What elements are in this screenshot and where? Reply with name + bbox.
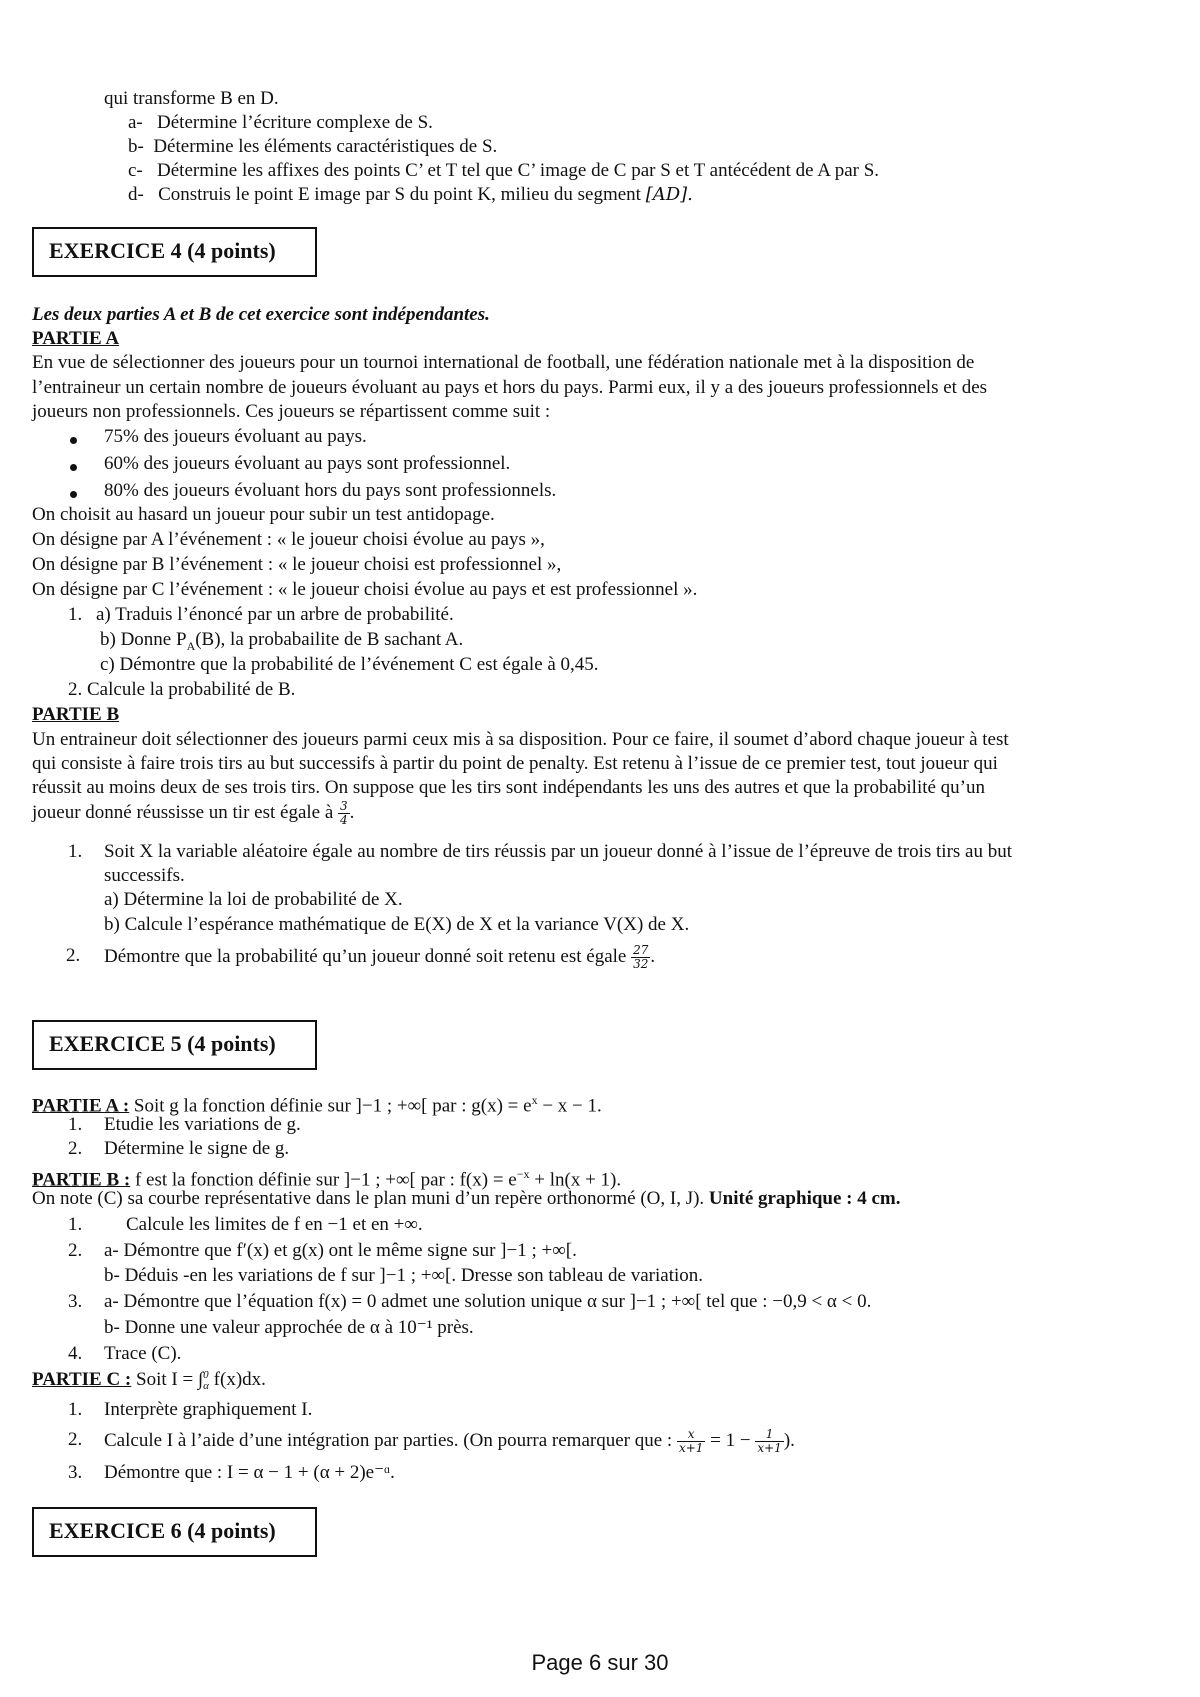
ex5-partB-item-1: Calcule les limites de f en −1 et en +∞.: [126, 1214, 423, 1235]
ex4-bullet-3: 80% des joueurs évoluant hors du pays sont professionnels.: [104, 480, 557, 501]
ex5-partB-item-2: a- Démontre que f′(x) et g(x) ont le même signe sur ]−1 ; +∞[.: [104, 1240, 577, 1261]
ex5-partC-item-2: Calcule I à l’aide d’une intégration par parties. (On pourra remarquer que : $\frac{x}{x+1}$ = 1 − $\frac{1}{x+1}$ ).: [104, 1427, 795, 1455]
ex4-bullet-1: 75% des joueurs évoluant au pays.: [104, 426, 367, 447]
ex4-q1c: c) Démontre que la probabilité de l’événement C est égale à 0,45.: [100, 654, 599, 675]
ex4-partB-line-4: joueur donné réussisse un tir est égale à $\frac{3}{4}$ .: [32, 799, 355, 827]
exercise-4-title: EXERCICE 4 (4 points): [32, 227, 317, 277]
ex5-partB-note: On note (C) sa courbe représentative dans le plan muni d’un repère orthonormé (O, I, J). Unité graphique : 4 cm.: [32, 1188, 901, 1209]
ex4-partB-q1b: b) Calcule l’espérance mathématique de E(X) de X et la variance V(X) de X.: [104, 914, 690, 935]
ex4-line-1: On choisit au hasard un joueur pour subir un test antidopage.: [32, 504, 495, 525]
ex4-intro: Les deux parties A et B de cet exercice sont indépendantes.: [32, 304, 490, 325]
ex5-partB-item-2b: b- Déduis -en les variations de f sur ]−1 ; +∞[. Dresse son tableau de variation.: [104, 1265, 704, 1286]
ex4-q1b: b) Donne $P_A(B)$, la probabailite de B sachant A.: [100, 629, 464, 653]
ex5-partA-item-2: Détermine le signe de g.: [104, 1138, 290, 1159]
ex4-partA-line-1: En vue de sélectionner des joueurs pour un tournoi international de football, une fédération nationale met à la disposition de: [32, 352, 975, 373]
ex4-partB-q1-l1: Soit X la variable aléatoire égale au nombre de tirs réussis par un joueur donné à l’issue de l’épreuve de trois tirs au but: [104, 841, 1013, 862]
ex4-partA-line-2: l’entraineur un certain nombre de joueurs évoluant au pays et hors du pays. Parmi eux, il y a des joueurs professionnels et des: [32, 377, 988, 398]
ex5-partC-item-3-num: 3.: [68, 1462, 83, 1483]
ex4-partB-q1a: a) Détermine la loi de probabilité de X.: [104, 889, 403, 910]
bullet-icon: [70, 491, 77, 498]
ex5-partB-statement: PARTIE B : f est la fonction définie sur ]−1 ; +∞[ par : $f(x) = e^{-x} + \ln(x + 1)$.: [32, 1167, 622, 1191]
ex5-partB-item-3-num: 3.: [68, 1291, 83, 1312]
ex5-partC-item-2-num: 2.: [68, 1429, 83, 1450]
ex4-q1-num: 1.: [68, 604, 83, 625]
ex5-partA-item-2-num: 2.: [68, 1138, 83, 1159]
ex4-partB-line-1: Un entraineur doit sélectionner des joueurs parmi ceux mis à sa disposition. Pour ce faire, il soumet d’abord chaque joueur à test: [32, 729, 1009, 750]
ex5-partA-item-1-num: 1.: [68, 1114, 83, 1135]
ex4-partB-q1-num: 1.: [68, 841, 83, 862]
ex5-partB-item-1-num: 1.: [68, 1214, 83, 1235]
exercise-6-title: EXERCICE 6 (4 points): [32, 1507, 317, 1557]
ex5-partA-item-1: Etudie les variations de g.: [104, 1114, 301, 1135]
ex5-partB-item-4-num: 4.: [68, 1343, 83, 1364]
exercise-5-title: EXERCICE 5 (4 points): [32, 1020, 317, 1070]
ex4-partB-q2-num: 2.: [66, 945, 81, 966]
ex4-partA-line-3: joueurs non professionnels. Ces joueurs se répartissent comme suit :: [32, 401, 551, 422]
ex5-partB-item-2-num: 2.: [68, 1240, 83, 1261]
fraction-x-over-x-plus-1: $\frac{x}{x+1}$: [678, 1427, 704, 1455]
top-intro: qui transforme B en D.: [104, 88, 279, 109]
ex4-partB-line-2: qui consiste à faire trois tirs au but successifs à partir du point de penalty. Est retenu à l’issue de ce premier test, tout joueur qui: [32, 753, 998, 774]
top-item-b: b- Détermine les éléments caractéristiques de S.: [128, 136, 498, 157]
fraction-1-over-x-plus-1: $\frac{1}{x+1}$: [757, 1427, 782, 1455]
ex5-partB-item-3: a- Démontre que l’équation f(x) = 0 admet une solution unique α sur ]−1 ; +∞[ tel que : −0,9 < α < 0.: [104, 1291, 872, 1312]
ex5-partC-item-1-num: 1.: [68, 1399, 83, 1420]
top-item-d: d- Construis le point E image par S du point K, milieu du segment [AD].: [128, 184, 693, 205]
ex5-partB-item-4: Trace (C).: [104, 1343, 182, 1364]
ex5-partC-item-3: Démontre que : I = α − 1 + (α + 2)e⁻ᵅ.: [104, 1462, 395, 1483]
ex4-partB-line-3: réussit au moins deux de ses trois tirs. On suppose que les tirs sont indépendants les uns des autres et que la probabilité qu’un: [32, 777, 986, 798]
ex5-partB-item-3b: b- Donne une valeur approchée de α à 10⁻¹ près.: [104, 1317, 474, 1338]
ex4-q1a: a) Traduis l’énoncé par un arbre de probabilité.: [96, 604, 454, 625]
ex4-line-3: On désigne par B l’événement : « le joueur choisi est professionnel »,: [32, 554, 562, 575]
fraction-27-32: $\frac{27}{32}$: [633, 943, 649, 971]
page-footer: Page 6 sur 30: [531, 1650, 669, 1675]
ex4-bullet-2: 60% des joueurs évoluant au pays sont professionnel.: [104, 453, 511, 474]
ex4-partB-q2: Démontre que la probabilité qu’un joueur donné soit retenu est égale $\frac{27}{32}$ .: [104, 943, 656, 971]
bullet-icon: [70, 464, 77, 471]
ex4-line-2: On désigne par A l’événement : « le joueur choisi évolue au pays »,: [32, 529, 545, 550]
ex4-line-4: On désigne par C l’événement : « le joueur choisi évolue au pays et est professionnel ».: [32, 579, 698, 600]
ex5-partC-statement: PARTIE C : Soit I = ∫ 0 α f(x)dx.: [32, 1368, 266, 1392]
ex5-partC-item-1: Interprète graphiquement I.: [104, 1399, 313, 1420]
ex4-partB-title: PARTIE B: [32, 704, 120, 725]
ex5-partA-statement: PARTIE A : Soit g la fonction définie sur ]−1 ; +∞[ par : $g(x) = e^x - x - 1$.: [32, 1093, 602, 1117]
fraction-three-quarters: $\frac{3}{4}$: [340, 799, 348, 827]
top-item-a: a- Détermine l’écriture complexe de S.: [128, 112, 433, 133]
ex4-partB-q1-l2: successifs.: [104, 865, 185, 886]
top-item-c: c- Détermine les affixes des points C’ et T tel que C’ image de C par S et T antécédent de A par S.: [128, 160, 880, 181]
ex4-q2: 2. Calcule la probabilité de B.: [68, 679, 296, 700]
ex4-partA-title: PARTIE A: [32, 328, 120, 349]
bullet-icon: [70, 437, 77, 444]
